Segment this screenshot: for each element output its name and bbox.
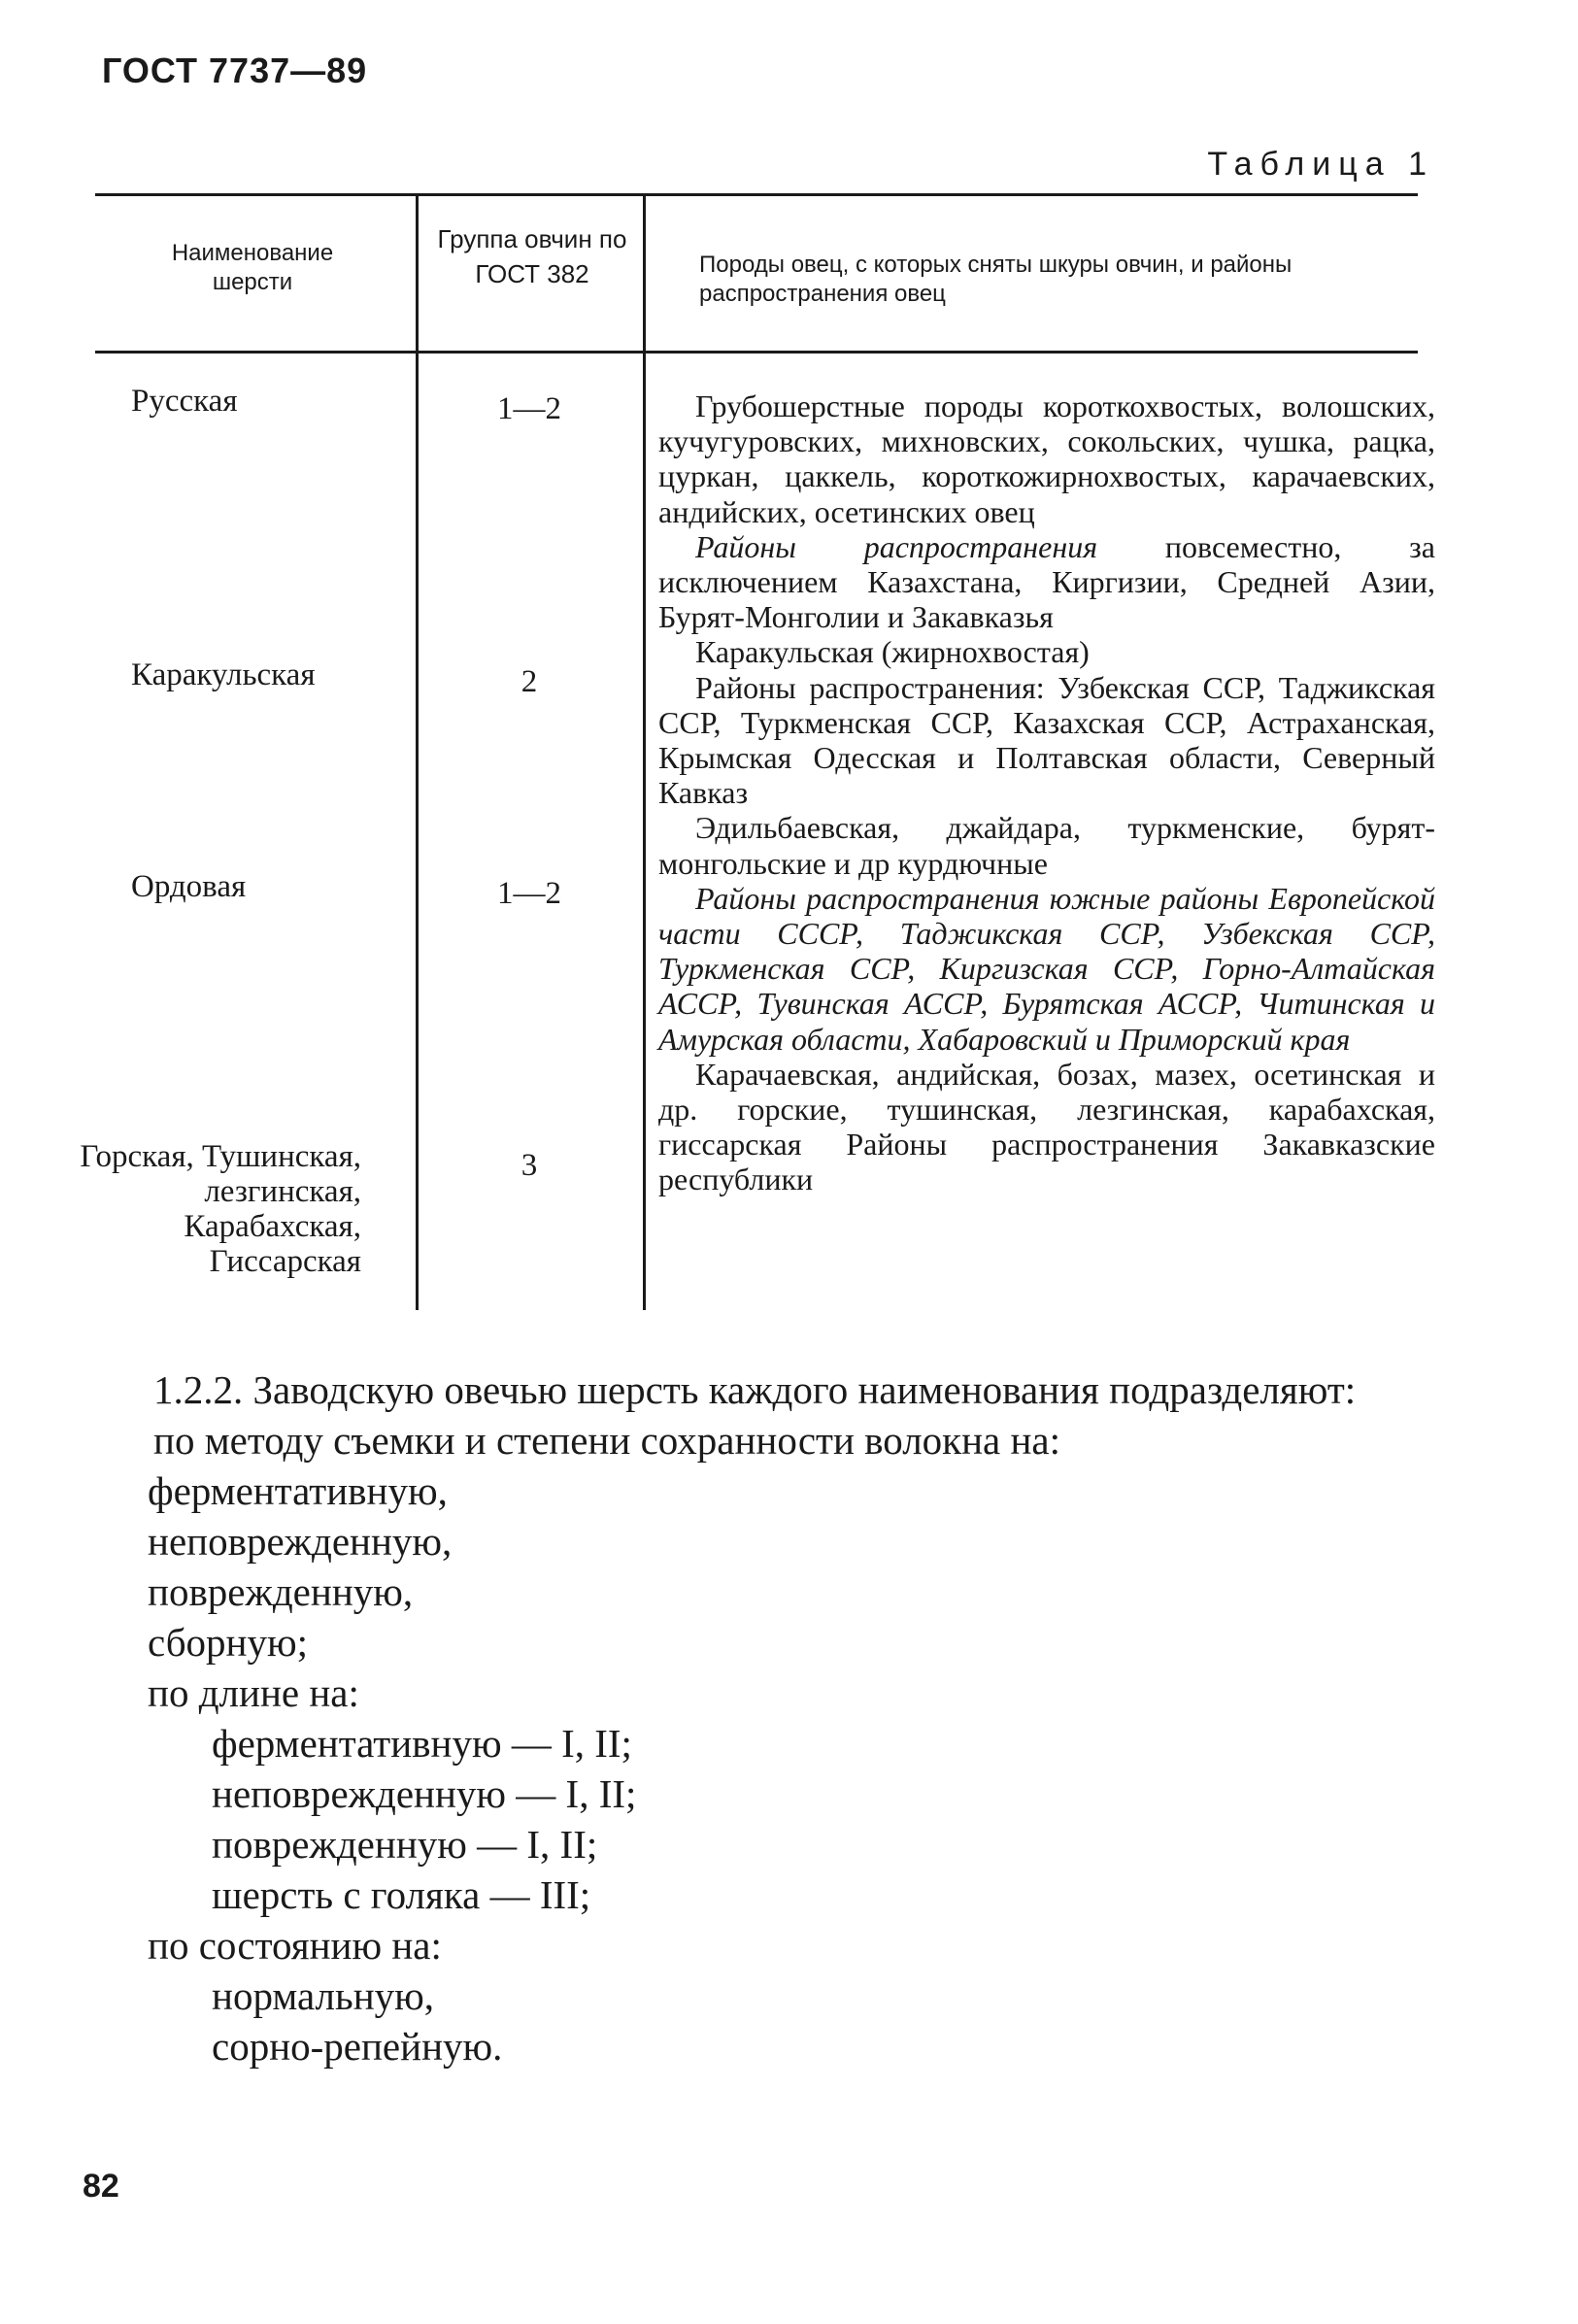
row-group-ordovaya: 1—2 — [497, 876, 561, 911]
method-item: поврежденную, — [148, 1569, 414, 1614]
method-item: сборную; — [148, 1620, 309, 1665]
row-name-gorskaya: Горская, Тушинская, лезгинская, Карабахская, Гиссарская — [80, 1139, 361, 1279]
condition-item: нормальную, — [212, 1973, 435, 2018]
row-breeds-gorskaya: Карачаевская, андийская, бозах, мазех, осетинская и др. горские, тушинская, лезгинская, карабахская, гиссарская Районы распространения Закавказские республики — [658, 1056, 1435, 1197]
row-name-ordovaya: Ордовая — [131, 869, 247, 904]
clause-intro: 1.2.2. Заводскую овечью шерсть каждого наименования подразделяют: — [153, 1367, 1357, 1412]
table-header-rule — [95, 351, 1418, 354]
row-regions-ordovaya — [658, 881, 1435, 1057]
column-header-breeds: Породы овец, с которых сняты шкуры овчин, и районы распространения овец — [699, 252, 1293, 307]
condition-item: сорно-репейную. — [212, 2024, 503, 2069]
column-header-name: Наименование шерсти — [171, 240, 334, 295]
regions-label: Районы распространения южные районы Европейской части СССР, Таджикская ССР, Узбекская ССР, Туркменская ССР, Киргизская ССР, Горно-Алтайская АССР, Тувинская АССР, Бурятская АССР, Читинская и Амурская области, Хабаровский и Приморский края — [658, 880, 1436, 1057]
clause-1-2-2 — [97, 1364, 1437, 2071]
row-regions-russian: Районы распространения повсеместно, за исключением Казахстана, Киргизии, Средней Азии, Бурят-Монголии и Закавказья — [658, 528, 1435, 635]
row-regions-karakul: Районы распространения: Узбекская ССР, Таджикская ССР, Туркменская ССР, Казахская ССР, Астраханская, Крымская Одесская и Полтавская области, Северный Кавказ — [658, 669, 1436, 811]
table-label: Таблица 1 — [1207, 146, 1434, 183]
document-code: ГОСТ 7737—89 — [102, 51, 368, 90]
column-header-group: Группа овчин по ГОСТ 382 — [437, 224, 627, 288]
column-divider-2 — [643, 193, 646, 1310]
row-group-karakul: 2 — [520, 664, 538, 699]
column-divider-1 — [416, 193, 419, 1310]
row-name-russian: Русская — [131, 384, 238, 419]
row-breeds-russian: Грубошерстные породы короткохвостых, волошских, кучугуровских, михновских, сокольских, чушка, рацка, цуркан, цаккель, короткожирнохвостых, карачаевских, андийских, осетинских овец — [658, 388, 1435, 529]
regions-label: Районы распространения: — [695, 669, 1045, 705]
condition-heading: по состоянию на: — [148, 1923, 442, 1968]
row-breeds-karakul: Каракульская (жирнохвостая) — [695, 634, 1090, 670]
row-group-russian: 1—2 — [497, 391, 561, 426]
breeds-regions-column — [658, 388, 1435, 1197]
method-heading: по методу съемки и степени сохранности волокна на: — [153, 1418, 1060, 1463]
page-number: 82 — [83, 2168, 119, 2205]
regions-label: Районы распространения — [695, 528, 1098, 564]
method-item: ферментативную, — [148, 1468, 448, 1513]
row-name-karakul: Каракульская — [131, 657, 316, 692]
table-top-rule — [95, 193, 1418, 196]
row-breeds-ordovaya: Эдильбаевская, джайдара, туркменские, бурят-монгольские и др курдючные — [658, 810, 1435, 881]
regions-label: Районы распространения — [846, 1127, 1219, 1162]
length-item: поврежденную — I, II; — [212, 1822, 598, 1867]
method-item: неповрежденную, — [148, 1519, 453, 1564]
row-group-gorskaya: 3 — [520, 1148, 538, 1183]
length-item: неповрежденную — I, II; — [212, 1771, 637, 1816]
length-heading: по длине на: — [148, 1670, 359, 1715]
length-item: шерсть с голяка — III; — [212, 1872, 591, 1917]
length-item: ферментативную — I, II; — [212, 1721, 632, 1766]
